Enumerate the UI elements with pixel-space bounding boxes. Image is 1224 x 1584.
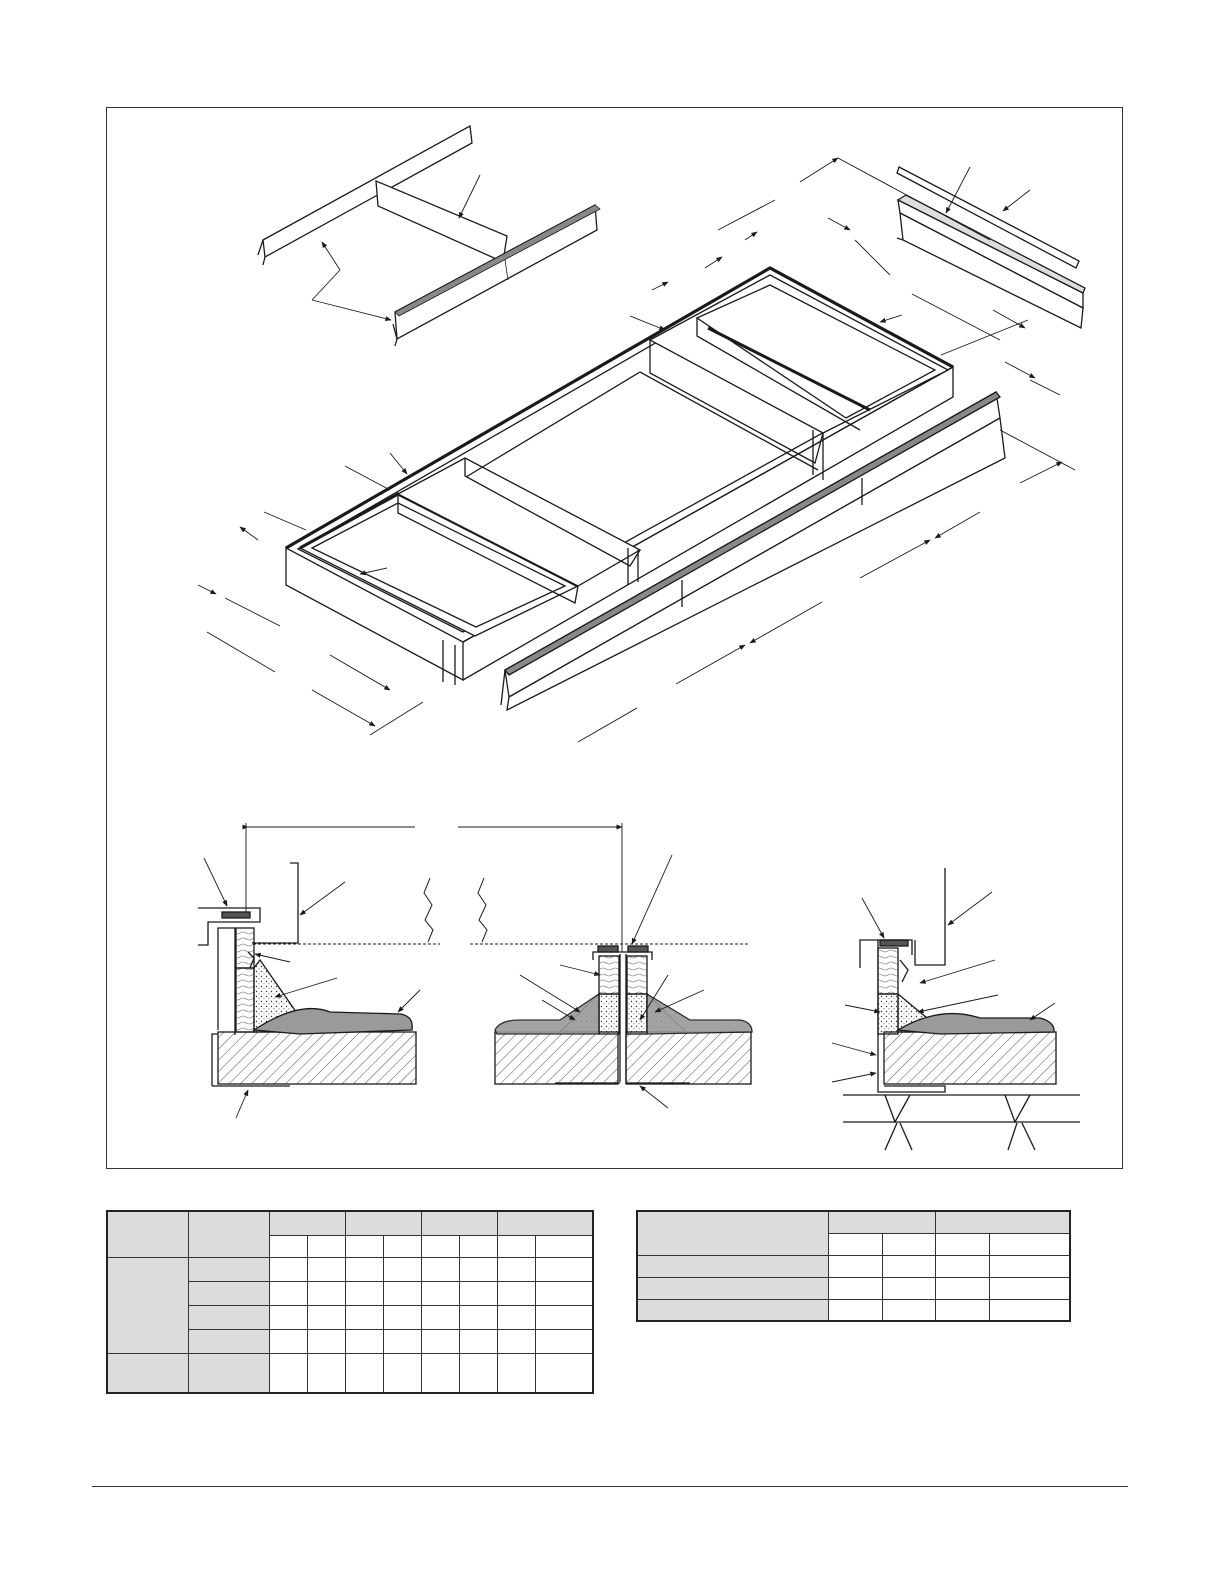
table-left-header-cell	[422, 1211, 498, 1235]
table-right-subheader	[882, 1233, 936, 1255]
table-left-header-cell	[498, 1211, 593, 1235]
table-right-header-cell	[936, 1211, 1070, 1233]
table-left-subheader	[460, 1235, 498, 1257]
table-left-subheader	[384, 1235, 422, 1257]
table-right-row-label	[637, 1255, 829, 1277]
footer-rule	[92, 1486, 1128, 1487]
table-right-row-label	[637, 1277, 829, 1299]
table-left-group-cell	[107, 1257, 189, 1353]
table-left-header-cell	[107, 1211, 189, 1257]
table-left-subheader	[308, 1235, 346, 1257]
loose-channels	[897, 167, 1085, 328]
table-right-header-cell	[637, 1211, 829, 1255]
table-left-subheader	[270, 1235, 308, 1257]
table-left-row-label	[189, 1329, 270, 1353]
table-right-subheader	[829, 1233, 883, 1255]
section-detail-right	[832, 868, 1080, 1150]
exploded-channel-assembly	[258, 126, 600, 346]
table-right-row-label	[637, 1299, 829, 1321]
section-detail-center	[470, 855, 752, 1108]
spec-table-left	[106, 1210, 594, 1394]
table-left-group-cell	[107, 1353, 189, 1393]
table-right-subheader	[936, 1233, 990, 1255]
table-right-subheader	[989, 1233, 1070, 1255]
table-right-header-cell	[829, 1211, 936, 1233]
table-left-subheader	[422, 1235, 460, 1257]
table-left-header-cell	[189, 1211, 270, 1257]
table-left-subheader	[346, 1235, 384, 1257]
table-left-header-cell	[270, 1211, 346, 1235]
table-left-row-label	[189, 1305, 270, 1329]
table-left-row-label	[189, 1257, 270, 1281]
table-left-header-cell	[346, 1211, 422, 1235]
table-left-subheader	[498, 1235, 536, 1257]
table-left-subheader	[536, 1235, 593, 1257]
spec-table-right	[636, 1210, 1071, 1322]
table-left-row-label	[189, 1281, 270, 1305]
table-left-row-label	[189, 1353, 270, 1393]
